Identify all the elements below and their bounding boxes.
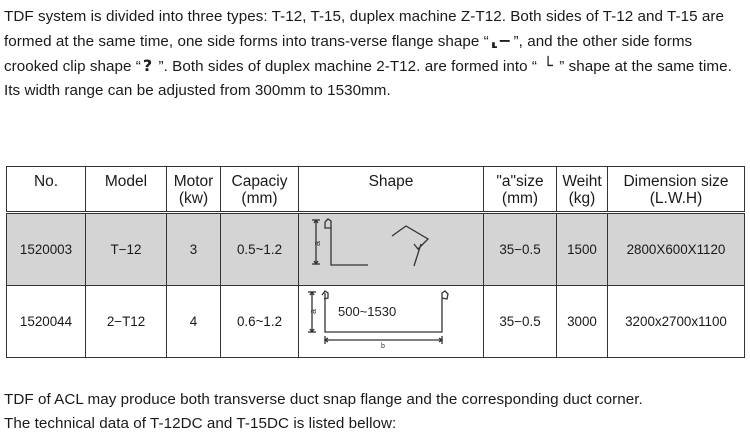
table-row	[7, 213, 745, 286]
l-shape-icon: └	[543, 56, 553, 75]
header-weight: Weiht (kg)	[557, 167, 608, 213]
cell-capacity: 0.5~1.2	[221, 213, 299, 286]
table-row	[7, 286, 745, 358]
header-shape: Shape	[299, 167, 484, 213]
header-capacity: Capaciy (mm)	[221, 167, 299, 213]
cell-weight: 1500	[557, 213, 608, 286]
outro-paragraph	[4, 388, 748, 436]
cell-model: 2−T12	[86, 286, 167, 358]
width-range-label: 500~1530	[337, 304, 396, 319]
header-row	[7, 167, 745, 213]
cell-a-size: 35−0.5	[484, 286, 557, 358]
cell-motor: 4	[167, 286, 221, 358]
cell-shape	[299, 286, 484, 358]
header-a-size: "a"size (mm)	[484, 167, 557, 213]
cell-weight: 3000	[557, 286, 608, 358]
intro-text-part-2: ”, and the other side forms crooked clip shape “	[4, 33, 693, 75]
a-dimension-label: a	[311, 240, 322, 246]
intro-text-part-3: ”. Both sides of duplex machine 2-T12. are formed into “	[154, 58, 542, 75]
clip-shape-icon: ?	[142, 56, 153, 75]
b-dimension-label: b	[380, 343, 385, 350]
t12-profile-diagram	[300, 214, 483, 282]
outro-line-2: The technical data of T-12DC and T-15DC is listed bellow:	[4, 415, 397, 432]
outro-line-1: TDF of ACL may produce both transverse duct snap flange and the corresponding duct corner.	[4, 391, 643, 408]
cell-dimension: 3200x2700x1100	[608, 286, 745, 358]
cell-a-size: 35−0.5	[484, 213, 557, 286]
header-no: No.	[7, 167, 86, 213]
spec-table	[6, 166, 745, 358]
cell-no: 1520044	[7, 286, 86, 358]
cell-model: T−12	[86, 213, 167, 286]
intro-text-part-4: ” shape at the same time. Its width range can be adjusted from 300mm to 1530mm.	[4, 58, 732, 99]
intro-text-part-1: TDF system is divided into three types: T-12, T-15, duplex machine Z-T12. Both sides of T-12 and T-15 are formed at the same time, one side forms into trans-verse flange shape “	[4, 8, 724, 50]
cell-capacity: 0.6~1.2	[221, 286, 299, 358]
header-dimension: Dimension size (L.W.H)	[608, 167, 745, 213]
cell-shape	[299, 213, 484, 286]
cell-motor: 3	[167, 213, 221, 286]
cell-dimension: 2800X600X1120	[608, 213, 745, 286]
header-model: Model	[86, 167, 167, 213]
a-dimension-label: a	[307, 308, 318, 314]
cell-no: 1520003	[7, 213, 86, 286]
2t12-profile-diagram	[300, 286, 483, 354]
flange-shape-icon: ⸤−	[490, 31, 512, 50]
intro-paragraph	[4, 5, 748, 103]
header-motor: Motor (kw)	[167, 167, 221, 213]
